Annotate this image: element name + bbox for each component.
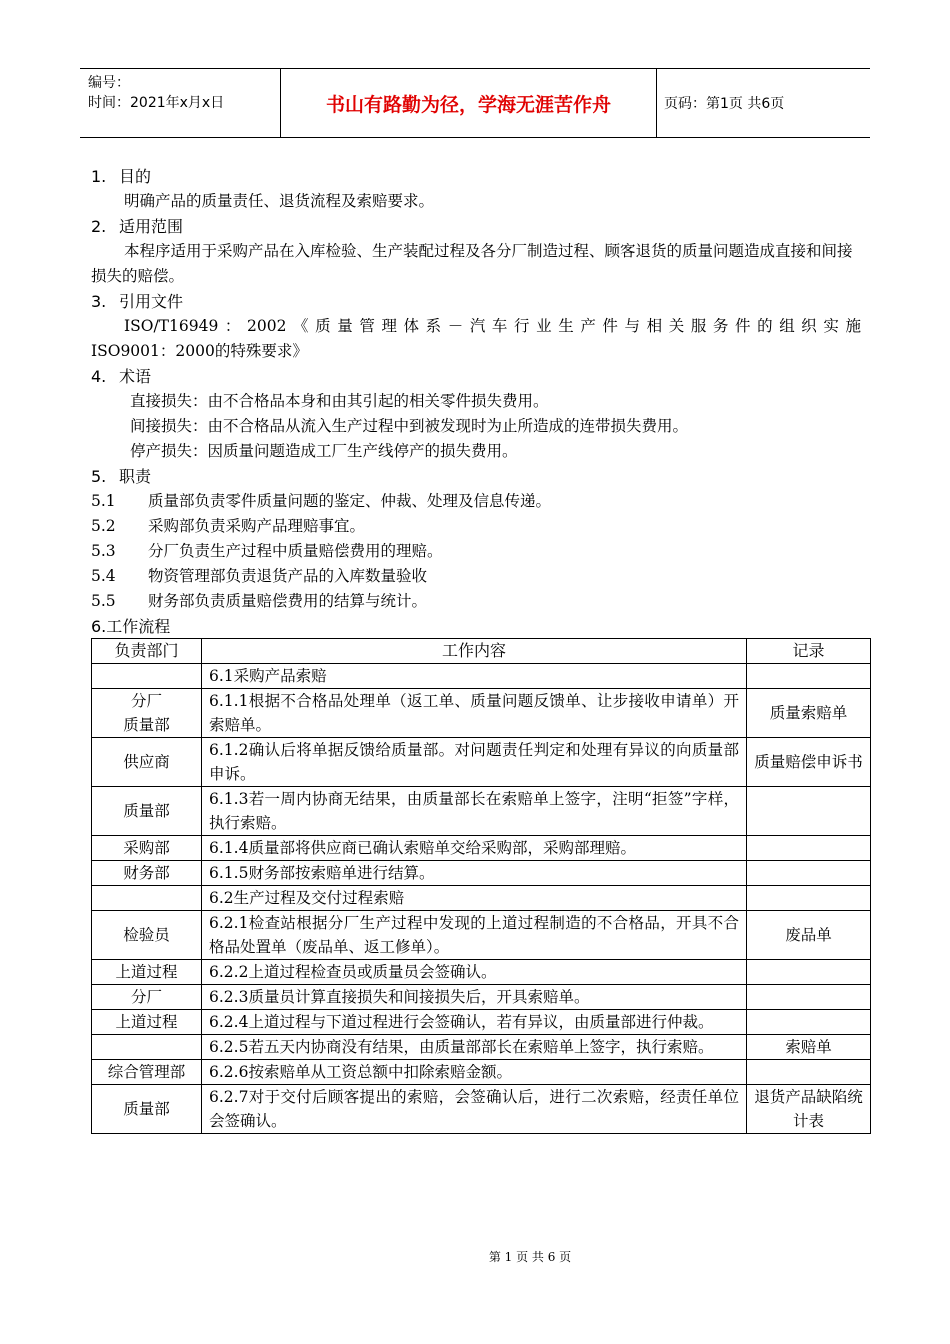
table-row xyxy=(92,911,871,960)
column-header: 负责部门 xyxy=(92,639,202,664)
record-cell: 索赔单 xyxy=(747,1035,871,1060)
responsibility-item xyxy=(91,539,861,564)
work-content-cell: 6.2.4上道过程与下道过程进行会签确认，若有异议，由质量部进行仲裁。 xyxy=(202,1010,747,1035)
responsibility-item xyxy=(91,489,861,514)
department-cell: 检验员 xyxy=(92,911,202,960)
table-row xyxy=(92,1010,871,1035)
header-meta xyxy=(88,73,283,113)
workflow-table xyxy=(91,638,871,1134)
department-cell: 供应商 xyxy=(92,738,202,787)
reference-line: ISO/T16949：2002《质量管理体系－汽车行业生产件与相关服务件的组织实施 xyxy=(124,317,861,335)
table-row xyxy=(92,1035,871,1060)
table-header-row xyxy=(92,639,871,664)
work-content-cell: 6.2.5若五天内协商没有结果，由质量部部长在索赔单上签字，执行索赔。 xyxy=(202,1035,747,1060)
work-content-cell: 6.1采购产品索赔 xyxy=(202,664,747,689)
column-header: 工作内容 xyxy=(202,639,747,664)
item-text: 采购部负责采购产品理赔事宜。 xyxy=(148,517,366,535)
department-cell: 综合管理部 xyxy=(92,1060,202,1085)
section-number: 2. xyxy=(91,217,107,236)
item-number: 5.3 xyxy=(91,542,116,560)
table-row xyxy=(92,1085,871,1134)
section-heading xyxy=(91,289,861,314)
section-paragraph: 本程序适用于采购产品在入库检验、生产装配过程及各分厂制造过程、顾客退货的质量问题造成直接和间接损失的赔偿。 xyxy=(91,242,853,285)
department-cell xyxy=(92,886,202,911)
table-row xyxy=(92,886,871,911)
work-content-cell: 6.2.7对于交付后顾客提出的索赔，会签确认后，进行二次索赔，经责任单位会签确认。 xyxy=(202,1085,747,1134)
table-row xyxy=(92,836,871,861)
term-definition: 停产损失：因质量问题造成工厂生产线停产的损失费用。 xyxy=(130,442,518,460)
record-cell xyxy=(747,664,871,689)
record-cell: 废品单 xyxy=(747,911,871,960)
section-title: 术语 xyxy=(119,367,152,386)
table-row xyxy=(92,1060,871,1085)
section-title: 适用范围 xyxy=(119,217,184,236)
table-row xyxy=(92,787,871,836)
work-content-cell: 6.2生产过程及交付过程索赔 xyxy=(202,886,747,911)
work-content-cell: 6.1.5财务部按索赔单进行结算。 xyxy=(202,861,747,886)
department-cell xyxy=(92,1035,202,1060)
department-cell: 质量部 xyxy=(92,1085,202,1134)
record-cell xyxy=(747,861,871,886)
department-cell: 财务部 xyxy=(92,861,202,886)
document-time-label: 时间：2021年x月x日 xyxy=(88,95,225,111)
document-body xyxy=(91,164,861,639)
section-title: 引用文件 xyxy=(119,292,184,311)
record-cell xyxy=(747,1010,871,1035)
section-heading xyxy=(91,164,861,189)
record-cell xyxy=(747,1060,871,1085)
item-number: 5.1 xyxy=(91,492,116,510)
work-content-cell: 6.1.4质量部将供应商已确认索赔单交给采购部，采购部理赔。 xyxy=(202,836,747,861)
record-cell xyxy=(747,787,871,836)
department-cell: 分厂 xyxy=(92,985,202,1010)
record-cell: 退货产品缺陷统计表 xyxy=(747,1085,871,1134)
record-cell: 质量赔偿申诉书 xyxy=(747,738,871,787)
work-content-cell: 6.1.2确认后将单据反馈给质量部。对问题责任判定和处理有异议的向质量部申诉。 xyxy=(202,738,747,787)
section-number: 3. xyxy=(91,292,107,311)
section-number: 1. xyxy=(91,167,107,186)
record-cell xyxy=(747,836,871,861)
record-cell xyxy=(747,985,871,1010)
column-header: 记录 xyxy=(747,639,871,664)
department-cell: 上道过程 xyxy=(92,1010,202,1035)
section-title: 目的 xyxy=(119,167,152,186)
work-content-cell: 6.2.2上道过程检查员或质量员会签确认。 xyxy=(202,960,747,985)
table-row xyxy=(92,960,871,985)
table-row xyxy=(92,738,871,787)
item-text: 物资管理部负责退货产品的入库数量验收 xyxy=(148,567,428,585)
work-content-cell: 6.1.1根据不合格品处理单（返工单、质量问题反馈单、让步接收申请单）开索赔单。 xyxy=(202,689,747,738)
item-number: 5.5 xyxy=(91,592,116,610)
work-content-cell: 6.2.3质量员计算直接损失和间接损失后，开具索赔单。 xyxy=(202,985,747,1010)
section-heading xyxy=(91,464,861,489)
table-row xyxy=(92,861,871,886)
department-cell xyxy=(92,664,202,689)
section-paragraph: 明确产品的质量责任、退货流程及索赔要求。 xyxy=(124,192,435,210)
table-row xyxy=(92,985,871,1010)
header-page-label: 页码：第1页 共6页 xyxy=(664,96,785,112)
department-cell: 上道过程 xyxy=(92,960,202,985)
section-number: 5. xyxy=(91,467,107,486)
record-cell xyxy=(747,886,871,911)
item-text: 财务部负责质量赔偿费用的结算与统计。 xyxy=(148,592,428,610)
section-number: 4. xyxy=(91,367,107,386)
record-cell xyxy=(747,960,871,985)
section-heading xyxy=(91,364,861,389)
section-heading xyxy=(91,214,861,239)
department-cell: 分厂 质量部 xyxy=(92,689,202,738)
term-definition: 间接损失：由不合格品从流入生产过程中到被发现时为止所造成的连带损失费用。 xyxy=(130,417,689,435)
responsibility-item xyxy=(91,589,861,614)
table-row xyxy=(92,689,871,738)
table-row xyxy=(92,664,871,689)
department-cell: 采购部 xyxy=(92,836,202,861)
work-content-cell: 6.1.3若一周内协商无结果，由质量部长在索赔单上签字，注明“拒签”字样，执行索赔。 xyxy=(202,787,747,836)
document-number-label: 编号： xyxy=(88,75,130,91)
section-title: 职责 xyxy=(119,467,152,486)
responsibility-item xyxy=(91,514,861,539)
work-content-cell: 6.2.6按索赔单从工资总额中扣除索赔金额。 xyxy=(202,1060,747,1085)
page-header xyxy=(80,68,870,138)
department-cell: 质量部 xyxy=(92,787,202,836)
item-text: 分厂负责生产过程中质量赔偿费用的理赔。 xyxy=(148,542,443,560)
item-text: 质量部负责零件质量问题的鉴定、仲裁、处理及信息传递。 xyxy=(148,492,552,510)
section-heading: 6.工作流程 xyxy=(91,617,171,636)
item-number: 5.2 xyxy=(91,517,116,535)
header-motto: 书山有路勤为径，学海无涯苦作舟 xyxy=(280,69,657,137)
page-footer xyxy=(0,1248,950,1265)
footer-page-number: 第 1 页 共 6 页 xyxy=(488,1250,572,1264)
work-content-cell: 6.2.1检查站根据分厂生产过程中发现的上道过程制造的不合格品，开具不合格品处置单（废品单、返工修单）。 xyxy=(202,911,747,960)
item-number: 5.4 xyxy=(91,567,116,585)
reference-line: ISO9001：2000的特殊要求》 xyxy=(91,342,308,360)
responsibility-item xyxy=(91,564,861,589)
term-definition: 直接损失：由不合格品本身和由其引起的相关零件损失费用。 xyxy=(130,392,549,410)
record-cell: 质量索赔单 xyxy=(747,689,871,738)
